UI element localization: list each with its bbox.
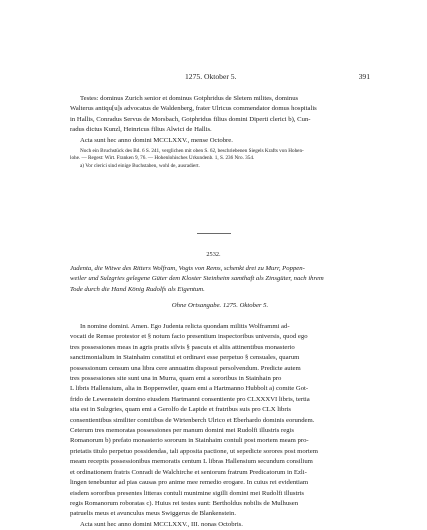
document-body (70, 322, 370, 530)
body-line: tres possessiones site sunt una in Murra, quam emi a sororibus in Stainhain pro (70, 375, 282, 383)
text-line: Testes: dominus Zurich senior et dominus Gotphridus de Sletem milites, dominus (80, 95, 299, 102)
body-line: consentientibus similiter comitibus de Wirtenberch Ulrico et Eberhardo dominis eorundem. (70, 416, 315, 424)
text-line: Walterus antiqu[u]s advocatus de Waldenberg, frater Ulricus commendator domus hospitalis (70, 105, 317, 113)
document-summary (70, 264, 370, 295)
header-date: 1275. Oktober 5. (185, 72, 237, 81)
body-line: eisdem sororibus presentes litteras contuli munimine sigilli domini mei Rudolfi illustris (70, 489, 305, 497)
footnotes (70, 148, 370, 170)
summary-line: weiler und Sulzgries gelegene Güter dem Kloster Steinheim samthaft als Zinsgüter, nach ihrem (70, 275, 324, 283)
footnote-line: Noch ein Bruchstück des Bd. 6 S. 241, verglichen mit oben S. 62, beschriebenen Siegels Krafts von Hohen- (80, 148, 304, 154)
body-line: tres possessiones meas in agris pratis silvis § pascuis et aliis attinentibus monasterio (70, 343, 295, 351)
body-line: L libris Hallensium, alia in Boppenwiler, quam emi a Hartmanno Hubbolt a) comite Got- (70, 385, 309, 393)
witness-paragraph (70, 94, 370, 146)
closing-line: Acta sunt hec anno domini MCCLXXV., III. nonas Octobris. (80, 520, 243, 528)
body-line: et ordinationem fratris Conradi de Walchirche et seniorum fratrum Predicatorum in Ezli- (70, 468, 307, 476)
footnote-line: a) Vor clerici sind einige Buchstaben, wohl de, ausradiert. (80, 162, 200, 169)
body-line: Ceterum tres memoratas possessiones per manum domini mei Rudolfi illustris regis (70, 427, 294, 435)
body-line: possessionum censum una libra cere annuatim disposui persolvendum. Predicte autem (70, 364, 301, 372)
body-line: vocati de Remse protestor et § notum facio presentium inspectoribus universis, quod ego (70, 333, 308, 341)
summary-line: Tode durch die Hand König Rudolfs als Eigentum. (70, 285, 205, 293)
section-divider (197, 233, 231, 234)
body-line: frido de Lewenstein domino eiusdem Hartmanni consentiente pro CLXXXVI libris, tertia (70, 395, 310, 403)
body-line: sanctimonialium in Stainhaim constitui et ordinavi esse perpetuo § censuales, quarum (70, 354, 300, 362)
body-line: patruelis meus et avunculus meus Swiggerus de Blankenstein. (70, 510, 237, 518)
text-line: radus dictus Kunzl, Heinricus filius Alwici de Hallis. (70, 126, 212, 134)
body-line: regis Romanorum roboratas c). Huius rei testes sunt: Bertholdus nobilis de Mulhusen (70, 499, 299, 507)
body-line: Romanorum b) prefato monasterio sororum in Stainhaim contuli post mortem meam pro- (70, 437, 309, 445)
body-line: In nomine domini. Amen. Ego Judenta relicta quondam militis Wolframmi ad- (80, 323, 290, 330)
page-number: 391 (358, 72, 370, 81)
document-number: 2532. (206, 251, 221, 258)
body-line: sita est in Sulzgries, quam emi a Gerolfo de Lapide et fratribus suis pro CLX libris (70, 406, 292, 414)
body-line: prietatis titulo perpetuo possidendas, tali apposita pactione, ut sepedicte sorores post mortem (70, 447, 318, 455)
text-line: Acta sunt hec anno domini MCCLXXV., mense Octobre. (80, 136, 233, 144)
running-header (70, 72, 370, 81)
summary-line: Judenta, die Witwe des Ritters Wolfram, Vogts von Rems, schenkt drei zu Murr, Poppen- (70, 265, 305, 272)
body-line: lingen tenebuntur ad pias causas pro anime mee remedio erogare. In cuius rei evidentiam (70, 479, 309, 487)
footnote-line: lohe. — Regest: Wirt. Franken 9, 76. — Hohenlohisches Urkundenb. 1, S. 236 Nro. 354. (70, 155, 255, 162)
body-line: meam receptis possessionibus memoratis centum L libras Hallensium secundum consilium (70, 458, 313, 466)
dateline-block (70, 301, 370, 311)
text-line: in Hallis, Conradus Servus de Morsbach, Gotphridus filius domini Diperti clerici b), Cun- (70, 115, 311, 123)
dateline: Ohne Ortsangabe. 1275. Oktober 5. (171, 302, 269, 309)
